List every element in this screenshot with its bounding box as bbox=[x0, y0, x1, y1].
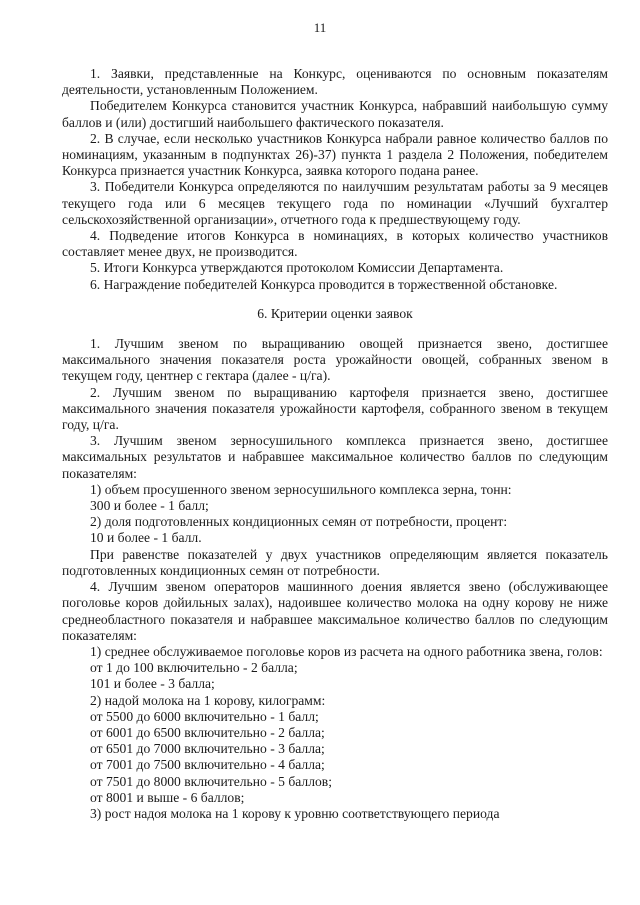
paragraph: Победителем Конкурса становится участник Конкурса, набравший наибольшую сумму баллов и (или) достигший наибольшего фактического показателя. bbox=[62, 98, 608, 130]
list-line: 2) надой молока на 1 корову, килограмм: bbox=[90, 692, 326, 708]
paragraph: 5. Итоги Конкурса утверждаются протоколом Комиссии Департамента. bbox=[90, 260, 504, 276]
paragraph: 3. Победители Конкурса определяются по наилучшим результатам работы за 9 месяцев текущего года или 6 месяцев текущего года по номинации «Лучший бухгалтер сельскохозяйственной организации», отчетного года к предшествующему году. bbox=[62, 179, 608, 227]
document-body bbox=[62, 66, 608, 822]
page-number: 11 bbox=[313, 20, 327, 35]
paragraph: 1. Заявки, представленные на Конкурс, оцениваются по основным показателям деятельности, установленным Положением. bbox=[62, 66, 608, 98]
list-line: от 5500 до 6000 включительно - 1 балл; bbox=[90, 708, 319, 724]
list-line: 10 и более - 1 балл. bbox=[90, 530, 202, 546]
paragraph: При равенстве показателей у двух участников определяющим является показатель подготовленных кондиционных семян от потребности. bbox=[62, 546, 608, 578]
section-heading: 6. Критерии оценки заявок bbox=[257, 305, 413, 321]
criterion-paragraph: 1. Лучшим звеном по выращиванию овощей признается звено, достигшее максимального значения показателя роста урожайности овощей, собранных звеном в текущем году, центнер с гектара (далее - ц/га). bbox=[62, 336, 608, 384]
paragraph: 6. Награждение победителей Конкурса проводится в торжественной обстановке. bbox=[90, 276, 558, 292]
list-line: от 1 до 100 включительно - 2 балла; bbox=[90, 660, 298, 676]
list-line: 300 и более - 1 балл; bbox=[90, 498, 209, 514]
list-line: от 7001 до 7500 включительно - 4 балла; bbox=[90, 757, 325, 773]
list-line: от 6501 до 7000 включительно - 3 балла; bbox=[90, 741, 325, 757]
paragraph: 4. Подведение итогов Конкурса в номинациях, в которых количество участников составляет менее двух, не производится. bbox=[62, 228, 608, 260]
paragraph: 1) среднее обслуживаемое поголовье коров из расчета на одного работника звена, голов: bbox=[90, 643, 603, 659]
paragraph: 3) рост надоя молока на 1 корову к уровню соответствующего периода bbox=[90, 805, 500, 821]
list-line: 1) объем просушенного звеном зерносушильного комплекса зерна, тонн: bbox=[90, 481, 512, 497]
list-line: от 7501 до 8000 включительно - 5 баллов; bbox=[90, 773, 332, 789]
list-line: от 8001 и выше - 6 баллов; bbox=[90, 789, 245, 805]
criterion-paragraph: 2. Лучшим звеном по выращиванию картофеля признается звено, достигшее максимального значения показателя урожайности картофеля, собранного звеном в текущем году, ц/га. bbox=[62, 384, 608, 433]
list-line: от 6001 до 6500 включительно - 2 балла; bbox=[90, 724, 325, 740]
paragraph: 2. В случае, если несколько участников Конкурса набрали равное количество баллов по номинациям, указанным в подпунктах 26)-37) пункта 1 раздела 2 Положения, победителем Конкурса признается участник Конкурса, заявка которого подана ранее. bbox=[62, 130, 608, 179]
criterion-paragraph: 3. Лучшим звеном зерносушильного комплекса признается звено, достигшее максимальных результатов и набравшее максимальное количество баллов по следующим показателям: bbox=[62, 433, 608, 481]
list-line: 2) доля подготовленных кондиционных семян от потребности, процент: bbox=[90, 514, 508, 530]
criterion-paragraph: 4. Лучшим звеном операторов машинного доения является звено (обслуживающее поголовье коров дойильных залах), надоившее количество молока на одну корову не ниже среднеобластного показателя и набравшее максимальное количество баллов по следующим показателям: bbox=[62, 579, 608, 643]
list-line: 101 и более - 3 балла; bbox=[90, 676, 215, 692]
